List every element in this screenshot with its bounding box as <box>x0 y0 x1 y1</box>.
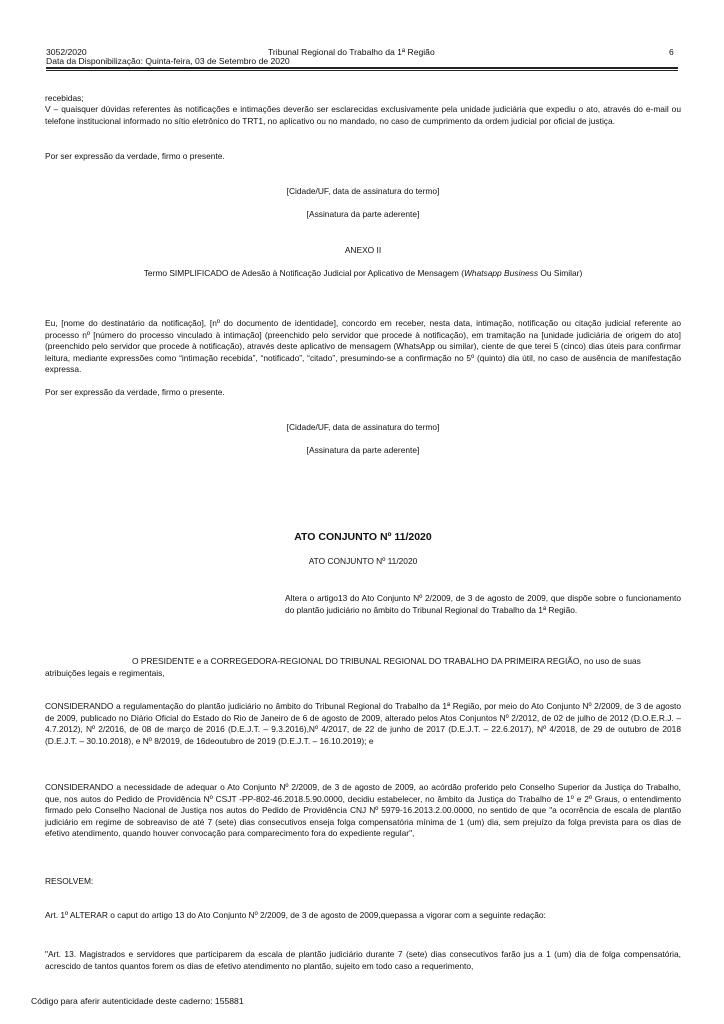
term-title-prefix: Termo SIMPLIFICADO de Adesão à Notificação Judicial por Aplicativo de Mensagem ( <box>143 268 464 278</box>
term-title <box>45 268 681 280</box>
edition-number: 3052/2020 <box>46 47 87 57</box>
paragraph-expressao-2: Por ser expressão da verdade, firmo o presente. <box>45 387 225 397</box>
term-title-italic: Whatsapp Business <box>464 268 539 278</box>
act-ementa: Altera o artigo13 do Ato Conjunto Nº 2/2009, de 3 de agosto de 2009, que dispõe sobre o funcionamento do plantão judiciário no âmbito do Tribunal Regional do Trabalho da 1ª Região. <box>285 593 681 615</box>
paragraph-presidente: O PRESIDENTE e a CORREGEDORA-REGIONAL DO TRIBUNAL REGIONAL DO TRABALHO DA PRIMEIRA REGIÃO, no uso de suas atribuições legais e regimentais, <box>45 656 641 678</box>
court-name: Tribunal Regional do Trabalho da 1ª Região <box>268 47 435 57</box>
act-title: ATO CONJUNTO Nº 11/2020 <box>294 531 432 543</box>
paragraph-resolvem: RESOLVEM: <box>45 876 94 886</box>
header-rule <box>46 67 678 69</box>
paragraph-expressao-1: Por ser expressão da verdade, firmo o presente. <box>45 151 225 161</box>
annex-title: ANEXO II <box>344 245 382 255</box>
signature-place-date-2: [Cidade/UF, data de assinatura do termo] <box>286 422 440 432</box>
paragraph-art-1: Art. 1º ALTERAR o caput do artigo 13 do Ato Conjunto Nº 2/2009, de 3 de agosto de 2009,quepassa a vigorar com a seguinte redação: <box>45 910 546 920</box>
paragraph-item-v: V – quaisquer dúvidas referentes às notificações e intimações deverão ser esclarecidas exclusivamente pela unidade judiciária que expediu o ato, através do e-mail ou telefone institucional informado no sítio eletrônico do TRT1, no aplicativo ou no mandado, no caso de cumprimento da ordem judicial por oficial de justiça. <box>45 104 681 126</box>
page-number: 6 <box>669 47 674 57</box>
paragraph-art-13: "Art. 13. Magistrados e servidores que participarem da escala de plantão judiciário durante 7 (sete) dias consecutivos farão jus a 1 (um) dia de folga compensatória, acrescido de tantos quantos forem os dias de efetivo atendimento no plantão, sujeito em todo caso a requerimento, <box>45 949 681 971</box>
paragraph-recebidas: recebidas; <box>45 93 84 103</box>
availability-date: Data da Disponibilização: Quinta-feira, 03 de Setembro de 2020 <box>46 56 290 66</box>
paragraph-considerando-1: CONSIDERANDO a regulamentação do plantão judiciário no âmbito do Tribunal Regional do Trabalho da 1ª Região, por meio do Ato Conjunto Nº 2/2009, de 3 de agosto de 2009, publicado no Diário Oficial do Estado do Rio de Janeiro de 6 de agosto de 2009, alterado pelos Atos Conjuntos Nº 2/2012, de 02 de julho de 2012 (D.O.E.R.J. – 4.7.2012), Nº 2/2016, de 08 de março de 2016 (D.E.J.T. – 9.3.2016),Nº 4/2017, de 22 de junho de 2017 (D.E.J.T. – 22.6.2017), Nº 4/2018, de 29 de outubro de 2018 (D.E.J.T. – 30.10.2018), e Nº 8/2019, de 16deoutubro de 2019 (D.E.J.T. – 16.10.2019); e <box>45 701 681 746</box>
header-rule-thin <box>46 70 678 71</box>
authenticity-code: Código para aferir autenticidade deste caderno: 155881 <box>31 996 244 1006</box>
signature-line-1: [Assinatura da parte aderente] <box>306 209 420 219</box>
signature-line-2: [Assinatura da parte aderente] <box>306 445 420 455</box>
signature-place-date-1: [Cidade/UF, data de assinatura do termo] <box>286 186 440 196</box>
act-subtitle: ATO CONJUNTO Nº 11/2020 <box>308 556 418 566</box>
term-title-suffix: Ou Similar) <box>538 268 583 278</box>
paragraph-considerando-2: CONSIDERANDO a necessidade de adequar o Ato Conjunto Nº 2/2009, de 3 de agosto de 2009, ao acórdão proferido pelo Conselho Superior da Justiça do Trabalho, que, nos autos do Pedido de Providência Nº CSJT -PP-802-46.2018.5.90.0000, decidiu estabelecer, no âmbito da Justiça do Trabalho de 1º e 2º Graus, o entendimento firmado pelo Conselho Nacional de Justiça nos autos do Pedido de Providência CNJ Nº 5979-16.2013.2.00.0000, no sentido de que "a ocorrência de escala de plantão judiciário em regime de sobreaviso de até 7 (sete) dias consecutivos enseja folga compensatória mínima de 1 (um) dia, sem prejuízo da folga prevista para os dias de efetivo atendimento, quando houver convocação para comparecimento fora do expediente regular", <box>45 782 681 838</box>
paragraph-declaration: Eu, [nome do destinatário da notificação], [nº do documento de identidade], concordo em receber, nesta data, intimação, notificação ou citação judicial referente ao processo nº [número do processo vinculado à intimação] (preenchido pelo servidor que procede à notificação), em tramitação na [unidade judiciária de origem do ato] (preenchido pelo servidor que procede à notificação), através deste aplicativo de mensagem (WhatsApp ou similar), ciente de que terei 5 (cinco) dias úteis para confirmar leitura, mediante expressões como “intimação recebida”, “notificado”, “citado”, presumindo-se a confirmação no 5º (quinto) dia útil, no caso de ausência de manifestação expressa. <box>45 318 681 374</box>
